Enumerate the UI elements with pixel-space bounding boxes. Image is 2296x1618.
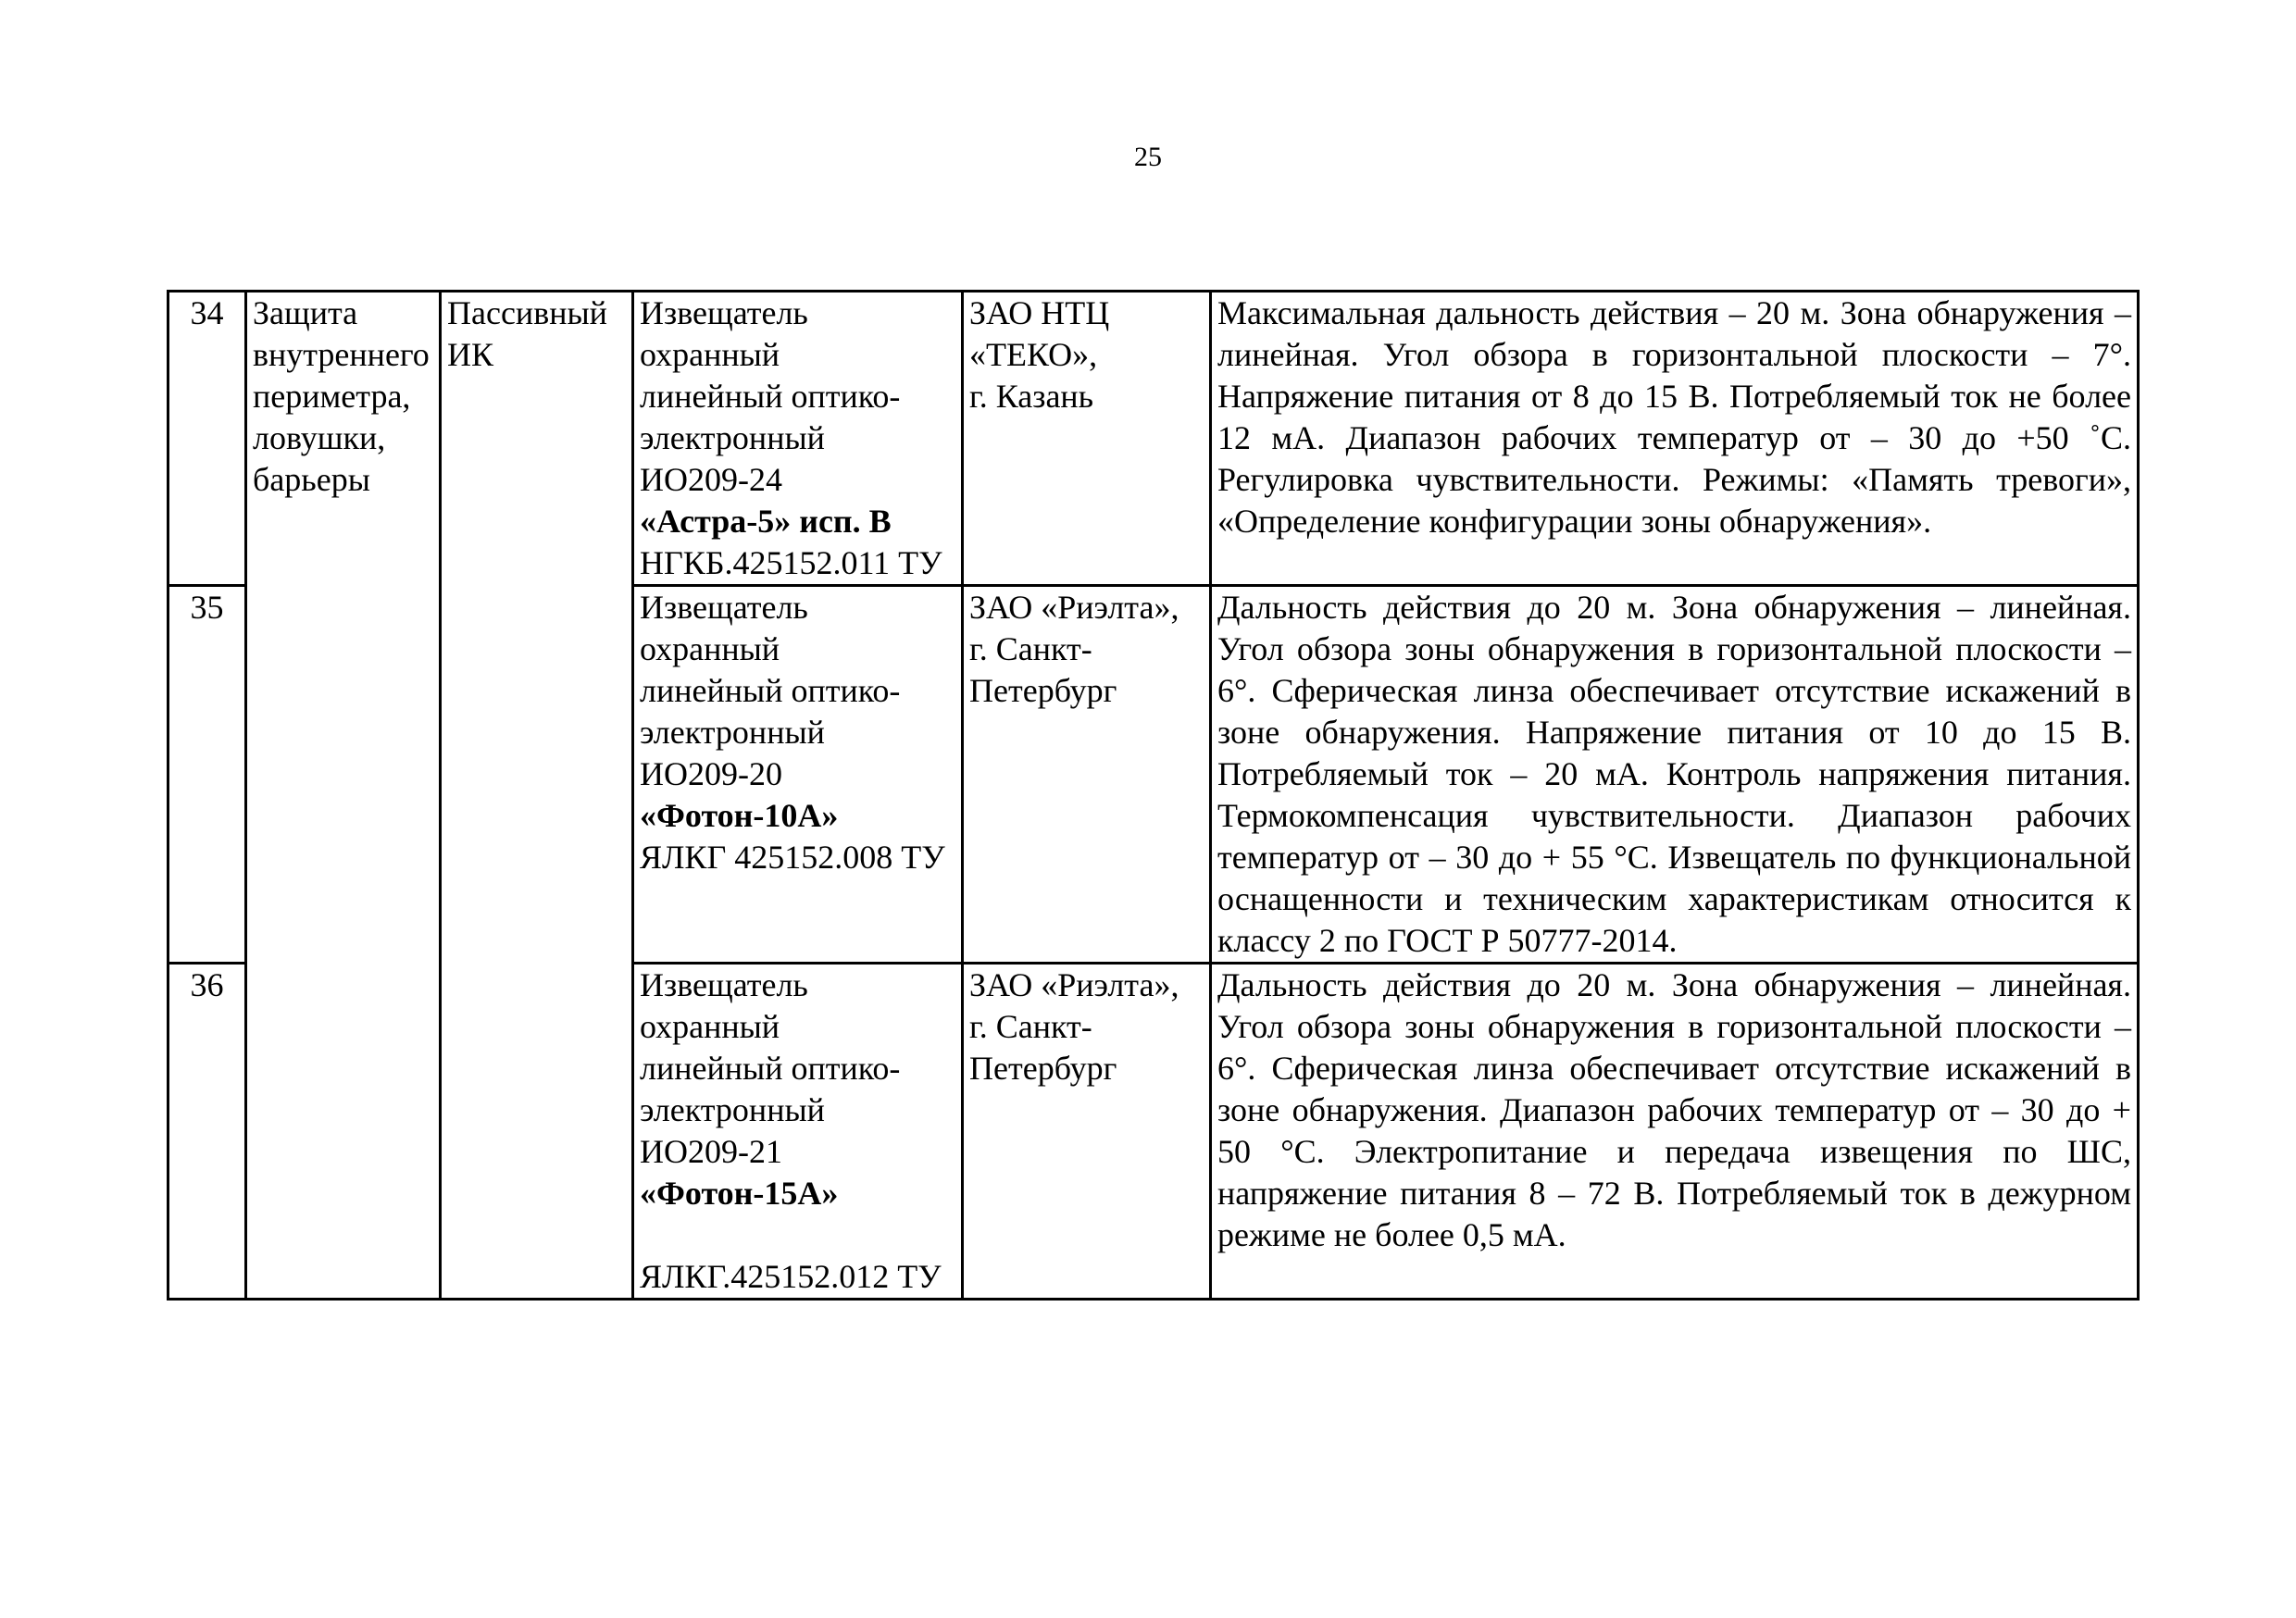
device-model-name: «Фотон-10А» [640,797,839,834]
device-line: Извещатель [640,294,808,331]
purpose-line: ловушки, [253,419,386,456]
manufacturer-line: ЗАО НТЦ [969,294,1110,331]
device-spec-code: НГКБ.425152.011 ТУ [640,544,942,581]
device-line: Извещатель охранный [640,589,808,667]
description-cell: Максимальная дальность действия – 20 м. Зона обнаружения – линейная. Угол обзора в горизонтальной плоскости – 7°. Напряжение питания от 8 до 15 В. Потребляемый ток не более 12 мА. Диапазон рабочих температур от – 30 до +50 ˚С. Регулировка чувствительности. Режимы: «Память тревоги», «Определение конфигурации зоны обнаружения». [1211,292,2139,586]
row-number: 35 [168,586,246,964]
manufacturer-line: «ТЕКО», [969,336,1098,373]
device-cell [633,964,963,1300]
manufacturer-line: г. Санкт- [969,1008,1092,1045]
description-cell: Дальность действия до 20 м. Зона обнаружения – линейная. Угол обзора зоны обнаружения в горизонтальной плоскости – 6°. Сферическая линза обеспечивает отсутствие искажений в зоне обнаружения. Напряжение питания от 10 до 15 В. Потребляемый ток – 20 мА. Контроль напряжения питания. Термокомпенсация чувствительности. Диапазон рабочих температур от – 30 до + 55 °С. Извещатель по функциональной оснащенности и техническим характеристикам относится к классу 2 по ГОСТ Р 50777-2014. [1211,586,2139,964]
purpose-cell [246,292,441,1300]
row-number: 36 [168,964,246,1300]
device-model-name: «Астра-5» исп. В [640,503,892,540]
manufacturer-cell [963,586,1211,964]
manufacturer-cell [963,964,1211,1300]
device-line: охранный [640,336,780,373]
device-line: электронный [640,714,825,751]
device-model-name: «Фотон-15А» [640,1175,839,1212]
purpose-line: барьеры [253,461,370,498]
principle-line: ИК [447,336,494,373]
manufacturer-line: ЗАО «Риэлта», [969,966,1179,1003]
manufacturer-line: г. Санкт- [969,630,1092,667]
manufacturer-line: Петербург [969,1050,1117,1087]
row-number: 34 [168,292,246,586]
manufacturer-line: ЗАО «Риэлта», [969,589,1179,626]
device-line: ИО209-20 [640,755,782,792]
device-line: линейный оптико- [640,1050,901,1087]
blank-line [640,1214,955,1256]
device-line: ИО209-21 [640,1133,782,1170]
device-line: линейный оптико- [640,378,901,415]
device-spec-code: ЯЛКГ.425152.012 ТУ [640,1258,942,1295]
page-number: 25 [1134,142,1162,172]
device-line: электронный [640,1091,825,1128]
principle-cell [441,292,633,1300]
device-cell [633,586,963,964]
manufacturer-cell [963,292,1211,586]
manufacturer-line: г. Казань [969,378,1094,415]
manufacturer-line: Петербург [969,672,1117,709]
purpose-line: Защита [253,294,358,331]
purpose-line: периметра, [253,378,411,415]
device-line: электронный [640,419,825,456]
device-line: ИО209-24 [640,461,782,498]
device-line: Извещатель охранный [640,966,808,1045]
table-row [168,292,2139,586]
purpose-line: внутреннего [253,336,430,373]
device-cell [633,292,963,586]
detector-spec-table [167,290,2140,1301]
description-cell: Дальность действия до 20 м. Зона обнаружения – линейная. Угол обзора зоны обнаружения в горизонтальной плоскости – 6°. Сферическая линза обеспечивает отсутствие искажений в зоне обнаружения. Диапазон рабочих температур от – 30 до + 50 °С. Электропитание и передача извещения по ШС, напряжение питания 8 – 72 В. Потребляемый ток в дежурном режиме не более 0,5 мА. [1211,964,2139,1300]
device-spec-code: ЯЛКГ 425152.008 ТУ [640,839,945,876]
principle-line: Пассивный [447,294,607,331]
device-line: линейный оптико- [640,672,901,709]
